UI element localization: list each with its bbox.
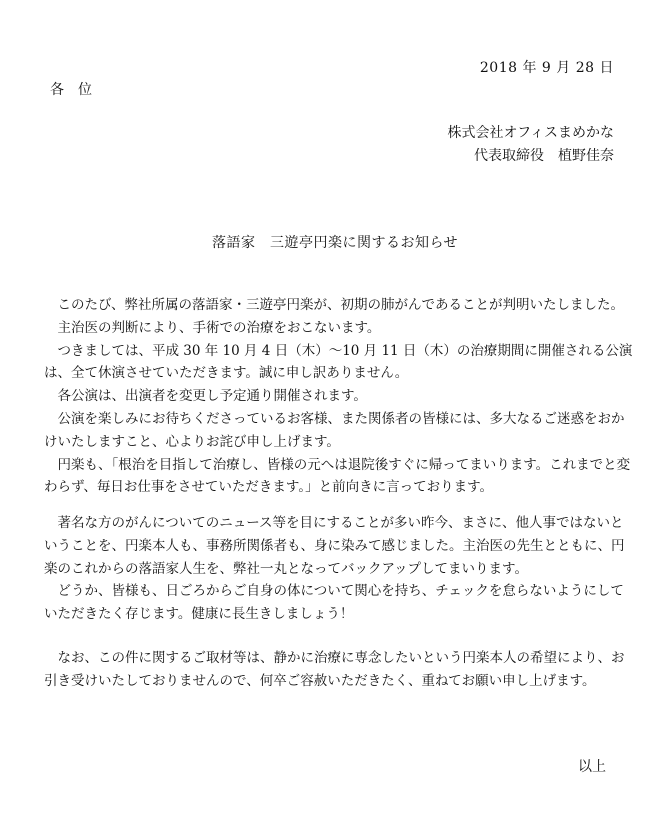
sender-block: [448, 122, 614, 168]
body-section-announcement: [44, 294, 634, 499]
body-paragraph: 公演を楽しみにお待ちくださっているお客様、また関係者の皆様には、多大なるご迷惑をおかけいたしますこと、心よりお詫び申し上げます。: [44, 410, 625, 450]
body-paragraph: このたび、弊社所属の落語家・三遊亭円楽が、初期の肺がんであることが判明いたしました。: [44, 297, 624, 313]
body-paragraph: 各公演は、出演者を変更し予定通り開催されます。: [44, 388, 367, 405]
body-section-message: [44, 512, 634, 626]
document-subject: 落語家 三遊亭円楽に関するお知らせ: [211, 235, 459, 251]
sender-representative: 代表取締役 植野佳奈: [474, 148, 614, 164]
body-section-press: [44, 647, 634, 693]
body-paragraph: 円楽も、「根治を目指して治療し、皆様の元へは退院後すぐに帰ってまいります。これまでと変わらず、毎日お仕事をさせていただきます。」と前向きに言っております。: [44, 456, 631, 496]
body-paragraph: つきましては、平成 30 年 10 月 4 日（木）～10 月 11 日（木）の治療期間に開催される公演は、全て休演させていただきます。誠に申し訳ありません。: [44, 342, 633, 382]
addressee: 各位: [50, 82, 106, 98]
closing-mark: 以上: [578, 759, 606, 775]
body-paragraph: 主治医の判断により、手術での治療をおこないます。: [44, 319, 381, 336]
body-paragraph: 著名な方のがんについてのニュース等を目にすることが多い昨今、まさに、他人事ではないということを、円楽本人も、事務所関係者も、身に染みて感じました。主治医の先生とともに、円楽のこれからの落語家人生を、弊社一丸となってバックアップしてまいります。: [44, 515, 625, 577]
document-date: 2018 年 9 月 28 日: [479, 60, 614, 76]
sender-company: 株式会社オフィスまめかな: [447, 125, 614, 141]
body-paragraph: なお、この件に関するご取材等は、静かに治療に専念したいという円楽本人の希望により、お引き受けいたしておりませんので、何卒ご容赦いただきたく、重ねてお願い申し上げます。: [44, 650, 625, 689]
body-paragraph: どうか、皆様も、日ごろからご自身の体について関心を持ち、チェックを怠らないようにしていただきたく存じます。健康に長生きしましょう！: [44, 583, 624, 623]
